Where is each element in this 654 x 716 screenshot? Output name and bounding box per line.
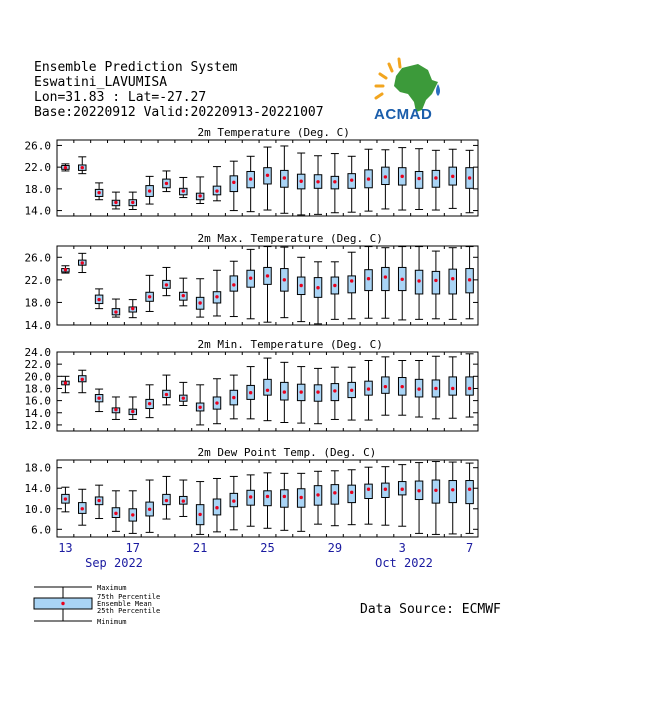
mean-marker	[468, 488, 471, 491]
mean-marker	[249, 495, 252, 498]
iqr-box	[449, 481, 457, 503]
y-tick-label: 22.0	[24, 161, 51, 175]
box-day-10	[213, 379, 221, 424]
box-day-25	[466, 354, 474, 417]
box-day-1	[61, 487, 69, 512]
location-text: Eswatini_LAVUMISA	[34, 75, 168, 90]
box-day-23	[432, 462, 440, 535]
box-day-7	[162, 267, 170, 295]
mean-marker	[198, 194, 201, 197]
mean-marker	[64, 268, 67, 271]
mean-marker	[434, 176, 437, 179]
mean-marker	[215, 506, 218, 509]
mean-marker	[299, 180, 302, 183]
y-tick-label: 12.0	[24, 418, 51, 432]
mean-marker	[434, 387, 437, 390]
mean-marker	[182, 189, 185, 192]
box-day-4	[112, 192, 120, 209]
mean-marker	[249, 276, 252, 279]
mean-marker	[114, 201, 117, 204]
box-day-7	[162, 375, 170, 405]
mean-marker	[384, 275, 387, 278]
mean-marker	[367, 177, 370, 180]
month-label-sep: Sep 2022	[85, 556, 143, 570]
box-day-22	[415, 463, 423, 534]
mean-marker	[198, 406, 201, 409]
box-day-6	[146, 385, 154, 418]
box-day-1	[61, 266, 69, 273]
box-day-24	[449, 462, 457, 534]
box-day-18	[348, 367, 356, 420]
mean-marker	[114, 408, 117, 411]
mean-marker	[97, 298, 100, 301]
box-day-19	[365, 361, 373, 421]
y-tick-label: 14.0	[24, 406, 51, 420]
panel-2	[25, 232, 479, 332]
mean-marker	[468, 176, 471, 179]
y-tick-label: 26.0	[24, 139, 51, 153]
box-day-3	[95, 289, 103, 309]
box-day-17	[331, 471, 339, 526]
box-day-18	[348, 252, 356, 319]
mean-marker	[182, 499, 185, 502]
box-day-15	[297, 257, 305, 321]
box-day-2	[78, 157, 86, 174]
box-day-12	[247, 367, 255, 419]
box-day-6	[146, 176, 154, 204]
box-day-25	[466, 463, 474, 533]
box-day-6	[146, 480, 154, 532]
mean-marker	[198, 513, 201, 516]
box-day-14	[280, 362, 288, 422]
mean-marker	[333, 389, 336, 392]
mean-marker	[215, 401, 218, 404]
mean-marker	[182, 396, 185, 399]
box-day-25	[466, 150, 474, 212]
box-day-18	[348, 156, 356, 212]
y-tick-label: 26.0	[24, 251, 51, 265]
mean-marker	[64, 497, 67, 500]
box-day-19	[365, 247, 373, 319]
mean-marker	[350, 491, 353, 494]
box-day-18	[348, 470, 356, 525]
box-day-15	[297, 153, 305, 215]
mean-marker	[114, 310, 117, 313]
y-tick-label: 6.0	[31, 523, 51, 537]
box-day-12	[247, 475, 255, 526]
iqr-box	[466, 377, 474, 395]
y-tick-label: 22.0	[24, 273, 51, 287]
y-tick-label: 14.0	[24, 319, 51, 332]
mean-marker	[350, 279, 353, 282]
box-day-8	[179, 278, 187, 306]
y-tick-label: 14.0	[24, 482, 51, 496]
box-day-4	[112, 397, 120, 419]
mean-marker	[333, 284, 336, 287]
box-day-4	[112, 299, 120, 317]
box-day-17	[331, 262, 339, 320]
mean-marker	[232, 499, 235, 502]
mean-marker	[451, 387, 454, 390]
mean-marker	[182, 294, 185, 297]
box-day-20	[381, 357, 389, 415]
y-tick-label: 18.0	[24, 461, 51, 475]
mean-marker	[148, 402, 151, 405]
mean-marker	[81, 378, 84, 381]
box-day-7	[162, 171, 170, 192]
box-day-16	[314, 368, 322, 423]
box-day-15	[297, 367, 305, 424]
mean-marker	[64, 166, 67, 169]
mean-marker	[350, 178, 353, 181]
mean-marker	[333, 180, 336, 183]
y-tick-label: 14.0	[24, 204, 51, 218]
box-day-21	[398, 361, 406, 416]
mean-marker	[148, 189, 151, 192]
mean-marker	[468, 278, 471, 281]
mean-marker	[131, 513, 134, 516]
mean-marker	[97, 396, 100, 399]
mean-marker	[165, 283, 168, 286]
box-day-13	[264, 247, 272, 323]
box-day-17	[331, 154, 339, 213]
box-day-16	[314, 156, 322, 215]
x-tick-label: 25	[260, 541, 275, 555]
mean-marker	[401, 175, 404, 178]
data-source: Data Source: ECMWF	[360, 602, 501, 617]
mean-marker	[299, 390, 302, 393]
legend-label-mean: Ensemble Mean	[97, 600, 152, 608]
mean-marker	[283, 390, 286, 393]
mean-marker	[350, 389, 353, 392]
coords-text: Lon=31.83 : Lat=-27.27	[34, 90, 207, 105]
x-tick-label: 17	[125, 541, 141, 555]
box-day-5	[129, 300, 137, 318]
box-day-20	[381, 467, 389, 526]
box-day-22	[415, 361, 423, 418]
mean-marker	[266, 389, 269, 392]
iqr-box	[348, 276, 356, 293]
box-day-25	[466, 247, 474, 319]
box-day-9	[196, 482, 204, 535]
box-day-10	[213, 167, 221, 201]
x-tick-label: 21	[192, 541, 208, 555]
box-day-19	[365, 467, 373, 524]
legend-label-minimum: Minimum	[97, 618, 127, 626]
box-day-2	[78, 370, 86, 392]
mean-marker	[266, 495, 269, 498]
mean-marker	[316, 180, 319, 183]
mean-marker	[215, 189, 218, 192]
box-day-3	[95, 183, 103, 200]
iqr-box	[466, 481, 474, 504]
mean-marker	[417, 489, 420, 492]
box-day-11	[230, 375, 238, 419]
box-day-8	[179, 177, 187, 197]
mean-marker	[165, 393, 168, 396]
mean-marker	[384, 385, 387, 388]
box-day-22	[415, 149, 423, 210]
mean-marker	[64, 381, 67, 384]
box-day-13	[264, 473, 272, 528]
panel-title: 2m Min. Temperature (Deg. C)	[197, 338, 383, 351]
box-day-20	[381, 248, 389, 319]
mean-marker	[417, 177, 420, 180]
box-day-12	[247, 156, 255, 211]
mean-marker	[434, 279, 437, 282]
mean-marker	[165, 499, 168, 502]
iqr-box	[432, 271, 440, 294]
box-day-21	[398, 465, 406, 527]
month-label-oct: Oct 2022	[375, 556, 433, 570]
mean-marker	[266, 174, 269, 177]
box-day-19	[365, 149, 373, 211]
box-day-23	[432, 251, 440, 319]
mean-marker	[283, 278, 286, 281]
mean-marker	[249, 177, 252, 180]
box-day-5	[129, 397, 137, 419]
mean-marker	[131, 410, 134, 413]
box-day-24	[449, 357, 457, 418]
box-day-13	[264, 358, 272, 421]
box-day-14	[280, 146, 288, 213]
mean-marker	[81, 507, 84, 510]
legend	[34, 584, 160, 626]
box-day-7	[162, 476, 170, 519]
mean-marker	[131, 307, 134, 310]
mean-marker	[451, 488, 454, 491]
box-day-23	[432, 150, 440, 210]
mean-marker	[434, 489, 437, 492]
box-day-5	[129, 192, 137, 209]
y-tick-label: 22.0	[24, 358, 51, 372]
legend-label-p25: 25th Percentile	[97, 607, 161, 615]
y-tick-label: 20.0	[24, 370, 51, 384]
mean-marker	[299, 496, 302, 499]
panel-3	[25, 338, 479, 432]
box-day-21	[398, 148, 406, 210]
box-day-17	[331, 367, 339, 419]
mean-marker	[451, 175, 454, 178]
box-day-1	[61, 164, 69, 171]
mean-marker	[333, 491, 336, 494]
mean-marker	[283, 176, 286, 179]
panel-title: 2m Max. Temperature (Deg. C)	[197, 232, 383, 245]
mean-marker	[97, 191, 100, 194]
iqr-box	[449, 377, 457, 395]
x-tick-label: 29	[327, 541, 343, 555]
mean-marker	[215, 295, 218, 298]
box-day-16	[314, 471, 322, 524]
box-day-3	[95, 389, 103, 411]
mean-marker	[299, 284, 302, 287]
y-tick-label: 24.0	[24, 346, 51, 359]
box-day-9	[196, 385, 204, 425]
mean-marker	[401, 385, 404, 388]
mean-marker	[148, 508, 151, 511]
legend-label-p75: 75th Percentile	[97, 593, 161, 601]
mean-marker	[232, 396, 235, 399]
mean-marker	[266, 274, 269, 277]
box-day-11	[230, 261, 238, 316]
mean-marker	[401, 488, 404, 491]
y-tick-label: 18.0	[24, 382, 51, 396]
iqr-box	[365, 484, 373, 498]
mean-marker	[81, 166, 84, 169]
box-day-9	[196, 177, 204, 204]
title-text: Ensemble Prediction System	[34, 60, 238, 75]
legend-label-maximum: Maximum	[97, 584, 127, 592]
iqr-box	[382, 267, 390, 290]
mean-marker	[249, 391, 252, 394]
box-day-14	[280, 247, 288, 318]
mean-marker	[384, 175, 387, 178]
box-day-21	[398, 247, 406, 320]
logo-text: ACMAD	[374, 106, 433, 123]
box-day-12	[247, 249, 255, 318]
box-day-16	[314, 262, 322, 324]
box-day-8	[179, 382, 187, 405]
iqr-box	[281, 490, 289, 507]
box-day-2	[78, 489, 86, 525]
mean-marker	[316, 286, 319, 289]
mean-marker	[81, 261, 84, 264]
mean-marker	[384, 488, 387, 491]
box-day-14	[280, 473, 288, 530]
panel-title: 2m Dew Point Temp. (Deg. C)	[197, 446, 377, 459]
box-day-4	[112, 491, 120, 532]
y-tick-label: 10.0	[24, 502, 51, 516]
dates-text: Base:20220912 Valid:20220913-20221007	[34, 105, 324, 120]
y-tick-label: 18.0	[24, 182, 51, 196]
iqr-box	[264, 379, 272, 395]
mean-marker	[198, 301, 201, 304]
panel-4	[25, 446, 479, 537]
box-day-11	[230, 476, 238, 529]
y-tick-label: 16.0	[24, 394, 51, 408]
mean-marker	[97, 499, 100, 502]
mean-marker	[232, 181, 235, 184]
mean-marker	[131, 201, 134, 204]
box-day-5	[129, 491, 137, 534]
mean-marker	[316, 390, 319, 393]
box-day-22	[415, 247, 423, 320]
box-day-9	[196, 279, 204, 317]
mean-marker	[451, 277, 454, 280]
mean-marker	[417, 279, 420, 282]
panel-title: 2m Temperature (Deg. C)	[197, 126, 350, 139]
box-day-10	[213, 270, 221, 316]
mean-marker	[367, 277, 370, 280]
x-tick-label: 13	[58, 541, 73, 555]
box-day-8	[179, 480, 187, 516]
iqr-box	[449, 269, 457, 294]
mean-marker	[165, 182, 168, 185]
x-tick-label: 3	[398, 541, 406, 555]
box-day-13	[264, 147, 272, 210]
mean-marker	[114, 512, 117, 515]
mean-marker	[283, 495, 286, 498]
x-tick-label: 7	[465, 541, 474, 555]
mean-marker	[232, 283, 235, 286]
box-day-10	[213, 478, 221, 531]
box-day-3	[95, 485, 103, 518]
box-day-11	[230, 161, 238, 210]
mean-marker	[401, 278, 404, 281]
panel-1	[25, 126, 479, 218]
mean-marker	[148, 295, 151, 298]
box-day-23	[432, 356, 440, 419]
y-tick-label: 18.0	[24, 296, 51, 310]
mean-marker	[468, 387, 471, 390]
box-day-24	[449, 149, 457, 208]
mean-marker	[367, 488, 370, 491]
box-day-1	[61, 376, 69, 392]
iqr-box	[264, 491, 272, 506]
box-day-15	[297, 473, 305, 531]
legend-mean-marker	[61, 602, 64, 605]
box-day-2	[78, 253, 86, 272]
box-day-6	[146, 275, 154, 311]
box-day-20	[381, 150, 389, 209]
mean-marker	[316, 493, 319, 496]
box-day-24	[449, 248, 457, 320]
mean-marker	[367, 387, 370, 390]
mean-marker	[417, 387, 420, 390]
